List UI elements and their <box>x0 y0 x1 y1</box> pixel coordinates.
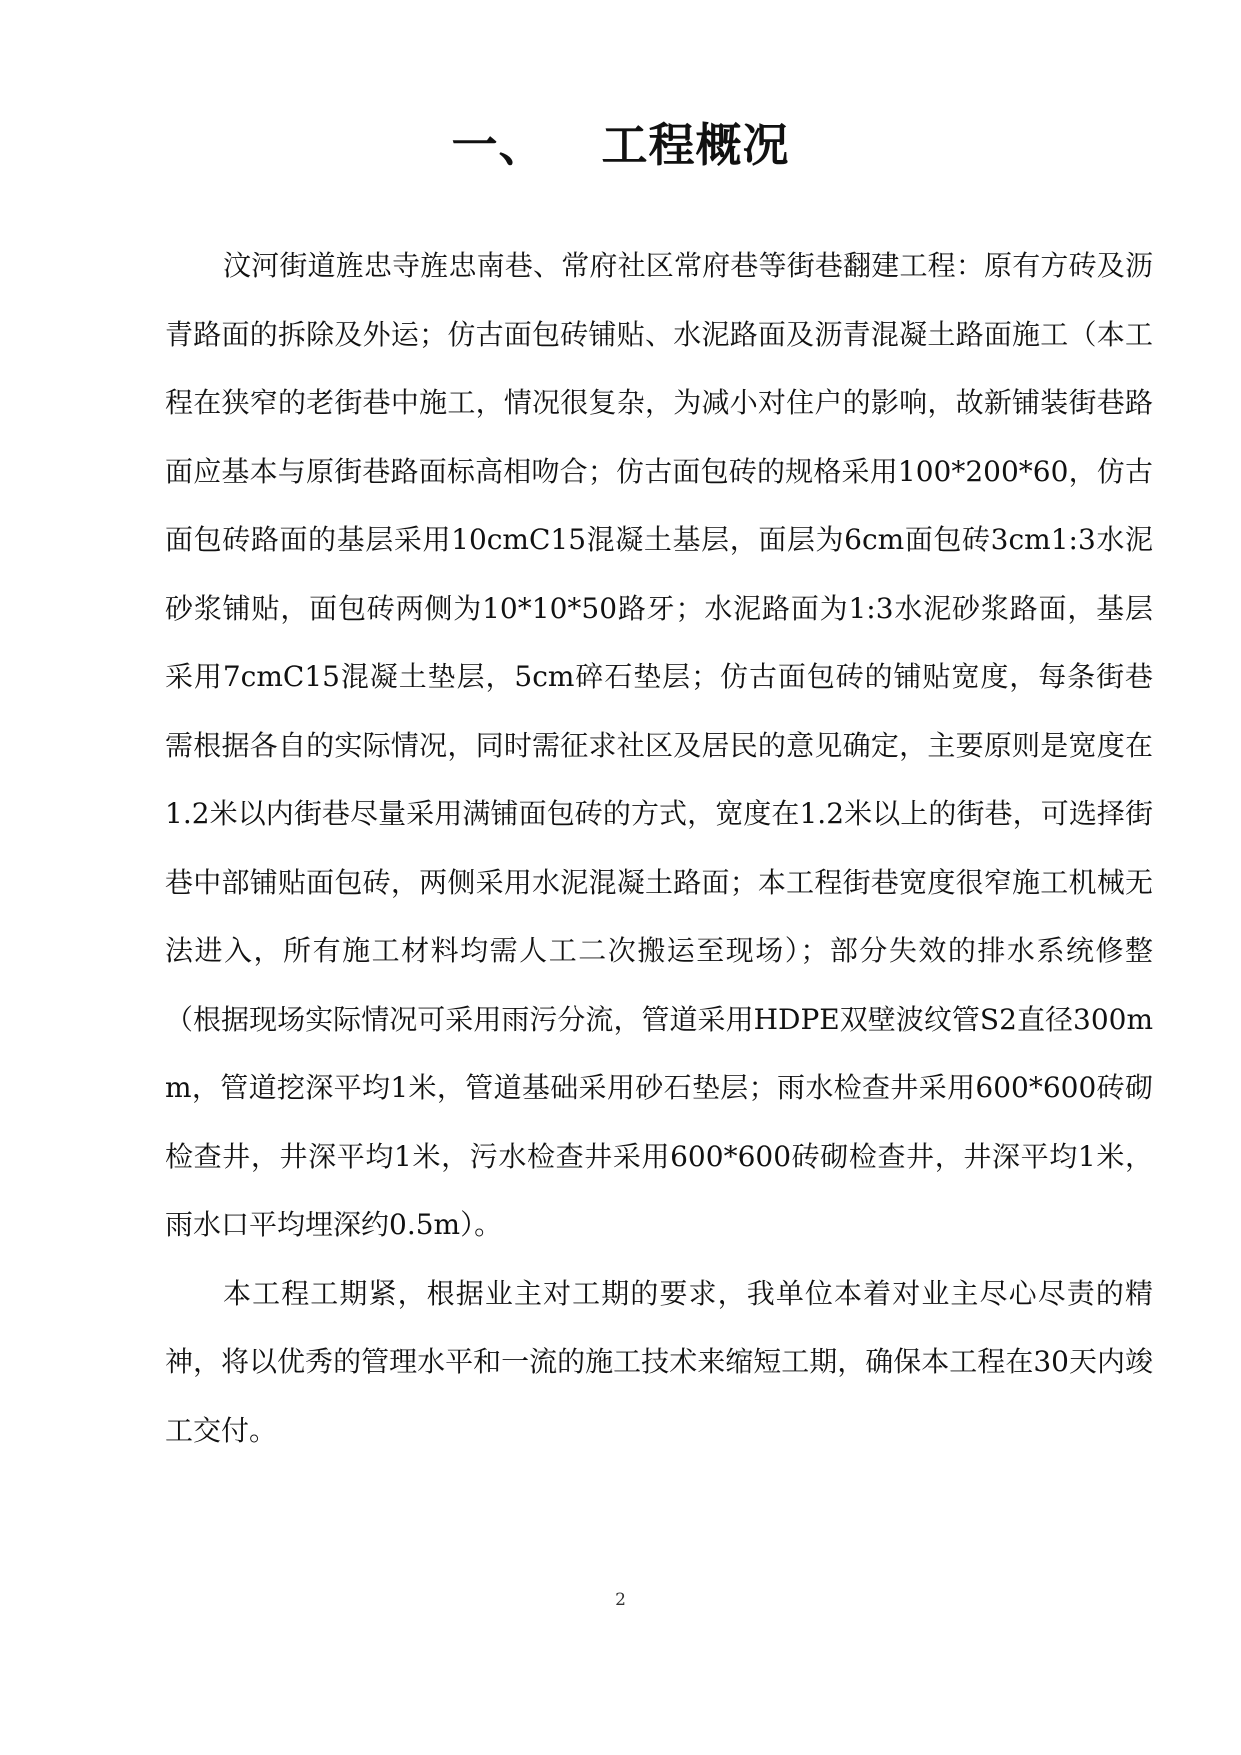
body-text <box>165 232 1153 1465</box>
paragraph-project-description: 汶河街道旌忠寺旌忠南巷、常府社区常府巷等街巷翻建工程：原有方砖及沥青路面的拆除及外运；仿古面包砖铺贴、水泥路面及沥青混凝土路面施工（本工程在狭窄的老街巷中施工，情况很复杂，为减小对住户的影响，故新铺装街巷路面应基本与原街巷路面标高相吻合；仿古面包砖的规格采用100*200*60，仿古面包砖路面的基层采用10cmC15混凝土基层，面层为6cm面包砖3cm1:3水泥砂浆铺贴，面包砖两侧为10*10*50路牙；水泥路面为1:3水泥砂浆路面，基层采用7cmC15混凝土垫层，5cm碎石垫层；仿古面包砖的铺贴宽度，每条街巷需根据各自的实际情况，同时需征求社区及居民的意见确定，主要原则是宽度在1.2米以内街巷尽量采用满铺面包砖的方式，宽度在1.2米以上的街巷，可选择街巷中部铺贴面包砖，两侧采用水泥混凝土路面；本工程街巷宽度很窄施工机械无法进入，所有施工材料均需人工二次搬运至现场）；部分失效的排水系统修整（根据现场实际情况可采用雨污分流，管道采用HDPE双壁波纹管S2直径300mm，管道挖深平均1米，管道基础采用砂石垫层；雨水检查井采用600*600砖砌检查井，井深平均1米，污水检查井采用600*600砖砌检查井，井深平均1米，雨水口平均埋深约0.5m）。 <box>165 249 1153 1241</box>
paragraph-schedule: 本工程工期紧，根据业主对工期的要求，我单位本着对业主尽心尽责的精神，将以优秀的管理水平和一流的施工技术来缩短工期，确保本工程在30天内竣工交付。 <box>165 1276 1153 1447</box>
section-heading <box>0 118 1241 173</box>
page-number: 2 <box>615 1590 626 1610</box>
section-title: 工程概况 <box>601 118 790 172</box>
section-number: 一、 <box>451 118 546 172</box>
